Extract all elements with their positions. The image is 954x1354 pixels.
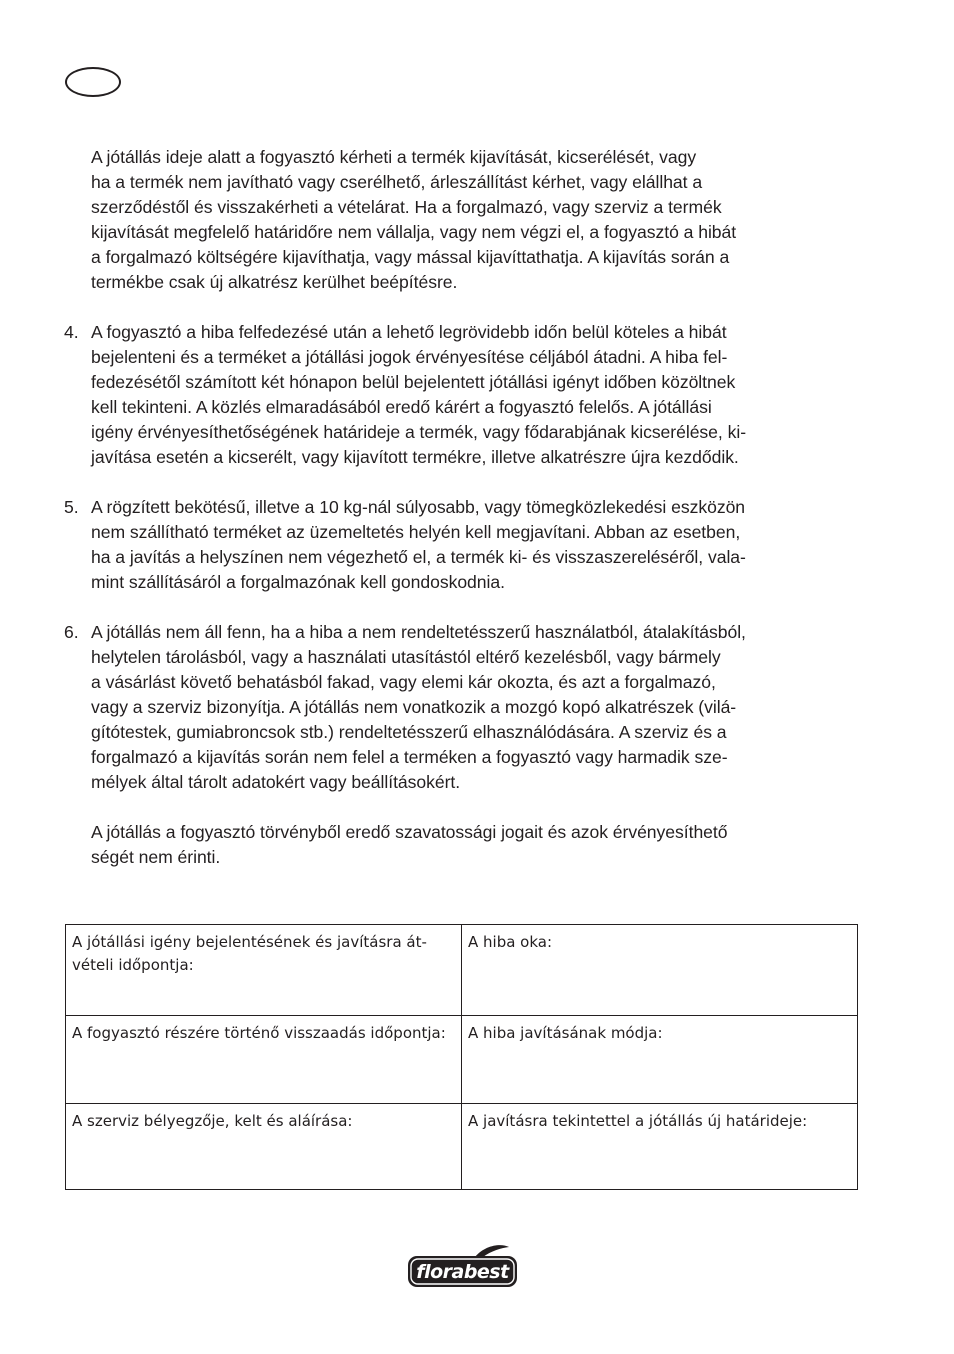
return-date-label: A fogyasztó részére történő visszaadás időpontja:	[72, 1024, 446, 1042]
item-line: ha a javítás a helyszínen nem végezhető el, a termék ki- és visszaszereléséről, vala-	[91, 547, 746, 567]
item-line: nem szállítható terméket az üzemeltetés helyén kell megjavítani. Abban az esetben,	[91, 522, 741, 542]
item-5-paragraph	[91, 495, 871, 595]
item-line: bejelenteni és a terméket a jótállási jogok érvényesítése céljából átadni. A hiba fel-	[91, 347, 728, 367]
return-date-cell	[66, 1016, 462, 1104]
repair-method-cell	[462, 1016, 858, 1104]
item-number: 5.	[64, 497, 79, 517]
item-line: mélyek által tárolt adatokért vagy beállításokért.	[91, 772, 461, 792]
service-stamp-cell	[66, 1104, 462, 1190]
closing-line: A jótállás a fogyasztó törvényből eredő szavatossági jogait és azok érvényesíthető	[91, 822, 728, 842]
table-row	[66, 1104, 858, 1190]
item-line: vagy a szerviz bizonyítja. A jótállás nem vonatkozik a mozgó kopó alkatrészek (vilá-	[91, 697, 737, 717]
claim-date-label: A jótállási igény bejelentésének és javításra át-	[72, 933, 427, 951]
intro-line: szerződéstől és visszakérheti a vételárat. Ha a forgalmazó, vagy szerviz a termék	[91, 197, 722, 217]
claim-date-cell	[66, 925, 462, 1016]
item-number: 6.	[64, 622, 79, 642]
item-number: 4.	[64, 322, 79, 342]
new-deadline-cell	[462, 1104, 858, 1190]
table-row	[66, 925, 858, 1016]
claim-date-label: vételi időpontja:	[72, 956, 194, 974]
item-6-paragraph	[91, 620, 871, 795]
table-row	[66, 1016, 858, 1104]
item-line: A fogyasztó a hiba felfedezésé után a lehető legrövidebb időn belül köteles a hibát	[91, 322, 727, 342]
language-badge-oval	[65, 67, 121, 97]
item-line: kell tekinteni. A közlés elmaradásából eredő kárért a fogyasztó felelős. A jótállási	[91, 397, 712, 417]
item-line: mint szállításáról a forgalmazónak kell gondoskodnia.	[91, 572, 505, 592]
fault-cause-label: A hiba oka:	[468, 933, 553, 951]
florabest-logo	[405, 1243, 520, 1291]
intro-line: kijavítását megfelelő határidőre nem vállalja, vagy nem végzi el, a fogyasztó a hibát	[91, 222, 737, 242]
repair-method-label: A hiba javításának módja:	[468, 1024, 663, 1042]
closing-line: ségét nem érinti.	[91, 847, 221, 867]
fault-cause-cell	[462, 925, 858, 1016]
closing-paragraph	[91, 820, 871, 870]
item-line: A rögzített bekötésű, illetve a 10 kg-nál súlyosabb, vagy tömegközlekedési eszközön	[91, 497, 746, 517]
item-line: a vásárlást követő behatásból fakad, vagy elemi kár okozta, és azt a forgalmazó,	[91, 672, 716, 692]
service-stamp-label: A szerviz bélyegzője, kelt és aláírása:	[72, 1112, 353, 1130]
intro-line: A jótállás ideje alatt a fogyasztó kérheti a termék kijavítását, kicserélését, vagy	[91, 147, 697, 167]
item-4-paragraph	[91, 320, 871, 470]
item-line: fedezésétől számított két hónapon belül bejelentett jótállási igényt időben közöltnek	[91, 372, 736, 392]
leaf-icon	[475, 1245, 509, 1257]
item-line: gítótestek, gumiabroncsok stb.) rendeltetésszerű elhasználódására. A szerviz és a	[91, 722, 727, 742]
intro-line: termékbe csak új alkatrész kerülhet beépítésre.	[91, 272, 458, 292]
item-line: helytelen tárolásból, vagy a használati utasítástól eltérő kezelésből, vagy bármely	[91, 647, 721, 667]
logo-text: florabest	[416, 1261, 509, 1283]
new-deadline-label: A javításra tekintettel a jótállás új határideje:	[468, 1112, 808, 1130]
item-line: A jótállás nem áll fenn, ha a hiba a nem rendeltetésszerű használatból, átalakításból,	[91, 622, 746, 642]
intro-paragraph	[91, 145, 871, 295]
intro-line: a forgalmazó költségére kijavíthatja, vagy mással kijavíttathatja. A kijavítás során a	[91, 247, 730, 267]
item-line: igény érvényesíthetőségének határideje a termék, vagy fődarabjának kicserélése, ki-	[91, 422, 747, 442]
warranty-form-table	[65, 924, 858, 1190]
item-line: forgalmazó a kijavítás során nem felel a terméken a fogyasztó vagy harmadik sze-	[91, 747, 728, 767]
item-line: javítása esetén a kicserélt, vagy kijavított termékre, illetve alkatrészre újra kezdődik.	[91, 447, 739, 467]
intro-line: ha a termék nem javítható vagy cserélhető, árleszállítást kérhet, vagy elállhat a	[91, 172, 703, 192]
